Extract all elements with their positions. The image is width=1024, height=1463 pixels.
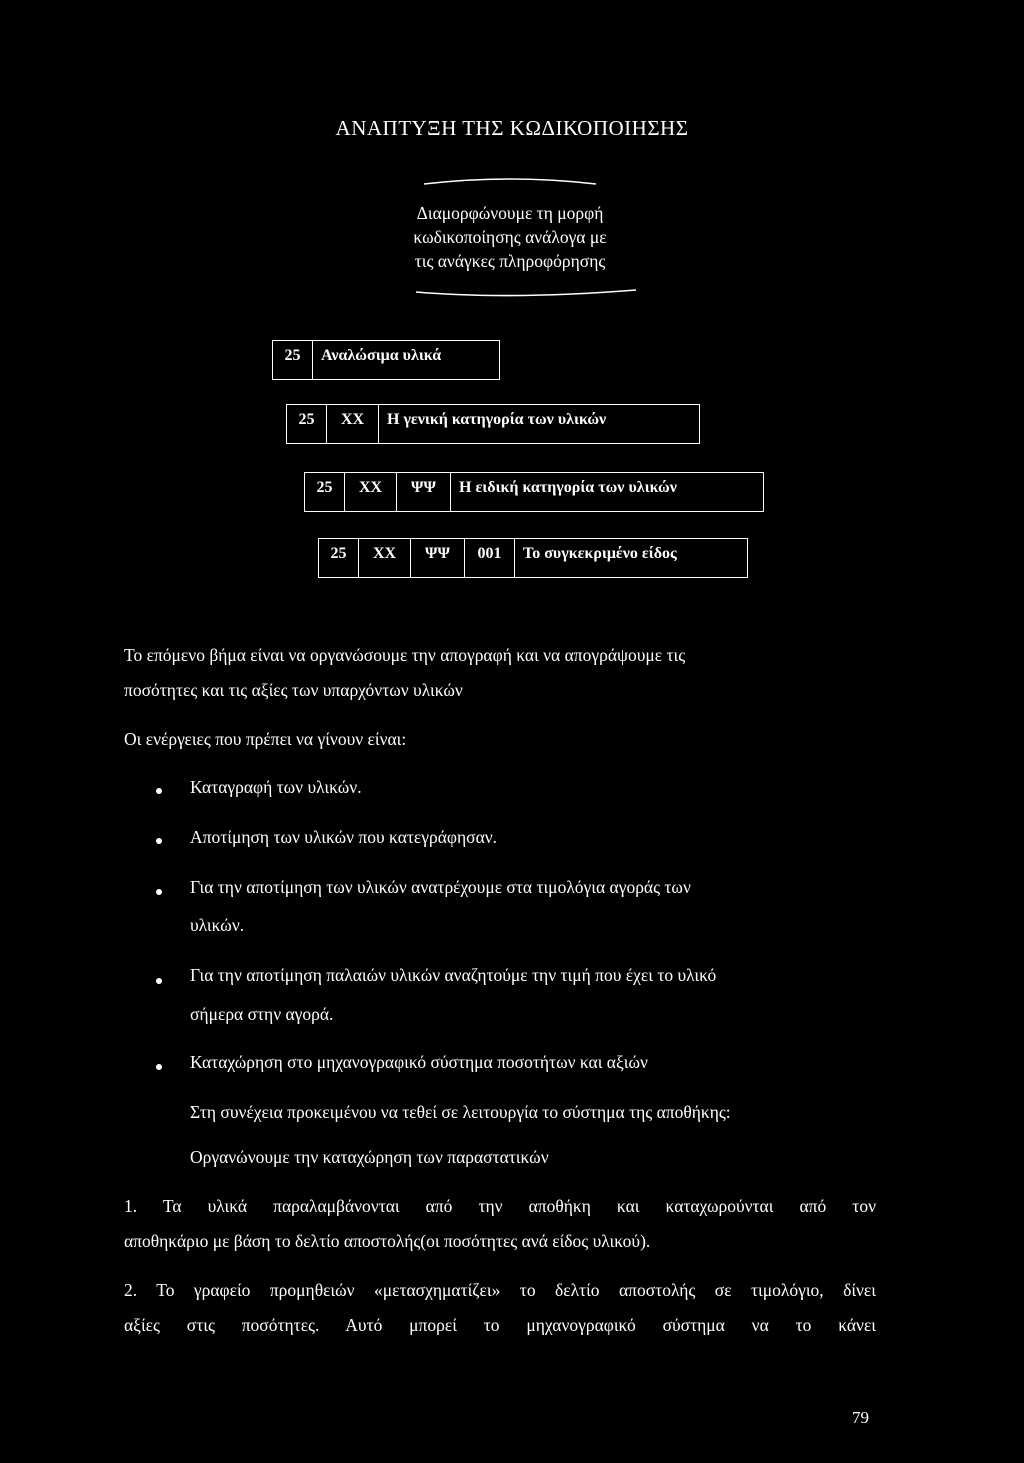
bullet-icon (156, 978, 162, 984)
code-level-1 (272, 340, 500, 380)
code-level-3 (304, 472, 764, 512)
callout-line-1: Διαμορφώνουμε τη μορφή (416, 203, 604, 223)
code-segment: ΨΨ (411, 539, 465, 577)
code-segment: ΨΨ (397, 473, 451, 511)
numbered-item-continuation: αξίες στις ποσότητες. Αυτό μπορεί το μηχανογραφικό σύστημα να το κάνει (124, 1315, 876, 1335)
code-segment: XX (359, 539, 411, 577)
paragraph-line: Στη συνέχεια προκειμένου να τεθεί σε λειτουργία το σύστημα της αποθήκης: (190, 1102, 731, 1122)
list-item: Καταχώρηση στο μηχανογραφικό σύστημα ποσοτήτων και αξιών (190, 1052, 648, 1072)
code-segment: XX (327, 405, 379, 443)
list-item: Για την αποτίμηση των υλικών ανατρέχουμε στα τιμολόγια αγοράς των (190, 877, 691, 897)
code-level-2 (286, 404, 700, 444)
code-segment: 25 (319, 539, 359, 577)
paragraph-line: Το επόμενο βήμα είναι να οργανώσουμε την απογραφή και να απογράψουμε τις (124, 645, 686, 665)
bullet-icon (156, 788, 162, 794)
numbered-item-continuation: αποθηκάριο με βάση το δελτίο αποστολής(οι ποσότητες ανά είδος υλικού). (124, 1231, 651, 1251)
paragraph-line: Οι ενέργειες που πρέπει να γίνουν είναι: (124, 729, 407, 749)
code-description: Η γενική κατηγορία των υλικών (387, 411, 607, 428)
code-segment: 25 (273, 341, 313, 379)
list-item-continuation: υλικών. (190, 915, 245, 935)
numbered-item: 2. Το γραφείο προμηθειών «μετασχηματίζει» το δελτίο αποστολής σε τιμολόγιο, δίνει (124, 1280, 876, 1300)
paragraph-line: ποσότητες και τις αξίες των υπαρχόντων υλικών (124, 680, 463, 700)
callout-line-3: τις ανάγκες πληροφόρησης (414, 251, 606, 271)
code-description: Αναλώσιμα υλικά (321, 347, 442, 364)
code-segment: XX (345, 473, 397, 511)
list-item: Αποτίμηση των υλικών που κατεγράφησαν. (190, 827, 498, 847)
list-item-continuation: σήμερα στην αγορά. (190, 1004, 334, 1024)
code-description: Η ειδική κατηγορία των υλικών (459, 479, 677, 496)
code-segment: 25 (305, 473, 345, 511)
bullet-icon (156, 838, 162, 844)
code-description: Το συγκεκριμένο είδος (523, 545, 677, 562)
list-item: Καταγραφή των υλικών. (190, 777, 362, 797)
page-heading: ΑΝΑΠΤΥΞΗ ΤΗΣ ΚΩΔΙΚΟΠΟΙΗΣΗΣ (335, 116, 689, 140)
code-segment: 001 (465, 539, 515, 577)
paragraph-line: Οργανώνουμε την καταχώρηση των παραστατικών (190, 1147, 549, 1167)
list-item: Για την αποτίμηση παλαιών υλικών αναζητούμε την τιμή που έχει το υλικό (190, 965, 717, 985)
callout (360, 176, 660, 300)
code-level-4 (318, 538, 748, 578)
numbered-item: 1. Τα υλικά παραλαμβάνονται από την αποθήκη και καταχωρούνται από τον (124, 1196, 876, 1216)
bullet-icon (156, 1064, 162, 1070)
callout-line-2: κωδικοποίησης ανάλογα με (413, 227, 607, 247)
code-segment: 25 (287, 405, 327, 443)
bullet-icon (156, 889, 162, 895)
page-number: 79 (852, 1408, 869, 1427)
